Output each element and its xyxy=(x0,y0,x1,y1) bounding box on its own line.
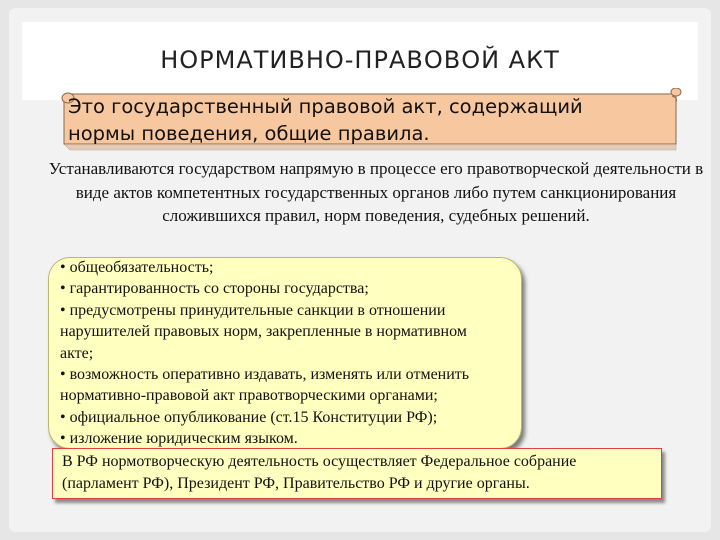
features-list-item: • изложение юридическим языком. xyxy=(60,430,298,448)
definition-line-2: нормы поведения, общие правила. xyxy=(68,122,430,145)
features-list-item: • официальное опубликование (ст.15 Конституции РФ); xyxy=(60,408,438,426)
features-list xyxy=(60,257,530,450)
note-line-1: В РФ нормотворческую деятельность осуществляет Федеральное собрание xyxy=(62,453,577,470)
establishment-paragraph: Устанавливаются государством напрямую в процессе его правотворческой деятельности в виде актов компетентных государственных органов либо путем санкционирования сложившихся правил, норм поведения, судебных решений. xyxy=(48,159,704,225)
features-list-item: нарушителей правовых норм, закрепленные в нормативном xyxy=(60,323,467,341)
note-text xyxy=(62,451,662,495)
note-line-2: (парламент РФ), Президент РФ, Правительство РФ и другие органы. xyxy=(62,475,530,492)
features-list-item: • общеобязательность; xyxy=(60,259,214,276)
definition-line-1: Это государственный правовой акт, содержащий xyxy=(68,95,583,118)
features-list-item: нормативно-правовой акт правотворческими органами; xyxy=(60,387,438,405)
features-list-item: • гарантированность со стороны государства; xyxy=(60,280,369,298)
features-list-item: • предусмотрены принудительные санкции в отношении xyxy=(60,301,446,319)
definition-text xyxy=(68,93,678,147)
slide-title: НОРМАТИВНО-ПРАВОВОЙ АКТ xyxy=(160,46,560,74)
features-list-item: акте; xyxy=(60,344,94,362)
features-list-item: • возможность оперативно издавать, изменять или отменить xyxy=(60,366,470,384)
